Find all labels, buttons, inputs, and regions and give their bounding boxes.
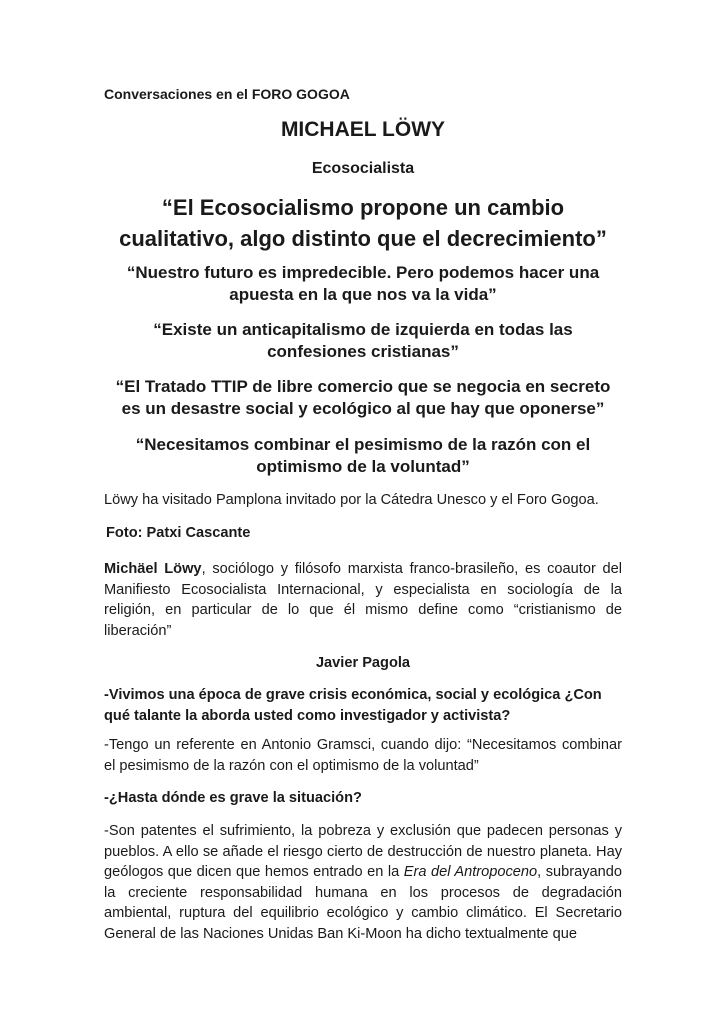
pull-quote: “Existe un anticapitalismo de izquierda en todas las confesiones cristianas”: [153, 320, 573, 361]
bio-name: Michäel Löwy: [104, 561, 202, 577]
pull-quote: “Nuestro futuro es impredecible. Pero podemos hacer una apuesta en la que nos va la vida”: [126, 263, 600, 304]
pull-quote: “El Tratado TTIP de libre comercio que se negocia en secreto es un desastre social y ecológico al que hay que oponerse”: [115, 377, 611, 418]
visit-paragraph: Löwy ha visitado Pamplona invitado por la Cátedra Unesco y el Foro Gogoa.: [104, 492, 599, 508]
answer-italic-term: Era del Antropoceno: [403, 864, 538, 880]
answer-text: -Son patentes el sufrimiento, la pobreza y exclusión que padecen personas y pueblos. A ello se añade el riesgo cierto de destrucción de nuestro planeta. Hay geólogos que dicen que hemos entrado en la: [104, 823, 622, 880]
author-byline: Javier Pagola: [315, 655, 411, 671]
pull-quote: “Necesitamos combinar el pesimismo de la razón con el optimismo de la voluntad”: [135, 435, 591, 476]
bio-text: , sociólogo y filósofo marxista franco-brasileño, es coautor del Manifiesto Ecosocialista Internacional, y especialista en sociología de la religión, en particular de lo que él mismo define como “cristianismo de liberación”: [104, 561, 623, 639]
series-label: Conversaciones en el FORO GOGOA: [104, 86, 350, 102]
answer-text: , subrayando la creciente responsabilidad humana en los procesos de degradación ambiental, ruptura del equilibrio ecológico y cambio climático. El Secretario General de las Naciones Unidas Ban Ki-Moon ha dicho textualmente que: [104, 864, 622, 942]
interview-answer: -Tengo un referente en Antonio Gramsci, cuando dijo: “Necesitamos combinar el pesimismo de la razón con el optimismo de la voluntad”: [104, 737, 622, 774]
bio-paragraph: [104, 559, 622, 641]
interviewee-name: MICHAEL LÖWY: [280, 118, 446, 141]
photo-credit: Foto: Patxi Cascante: [106, 525, 251, 541]
interview-answer: [104, 821, 622, 944]
interviewee-role: Ecosocialista: [311, 160, 415, 177]
interview-question: -¿Hasta dónde es grave la situación?: [104, 790, 362, 806]
headline: “El Ecosocialismo propone un cambio cualitativo, algo distinto que el decrecimiento”: [119, 195, 607, 251]
interview-question: -Vivimos una época de grave crisis económica, social y ecológica ¿Con qué talante la aborda usted como investigador y activista?: [104, 687, 602, 724]
